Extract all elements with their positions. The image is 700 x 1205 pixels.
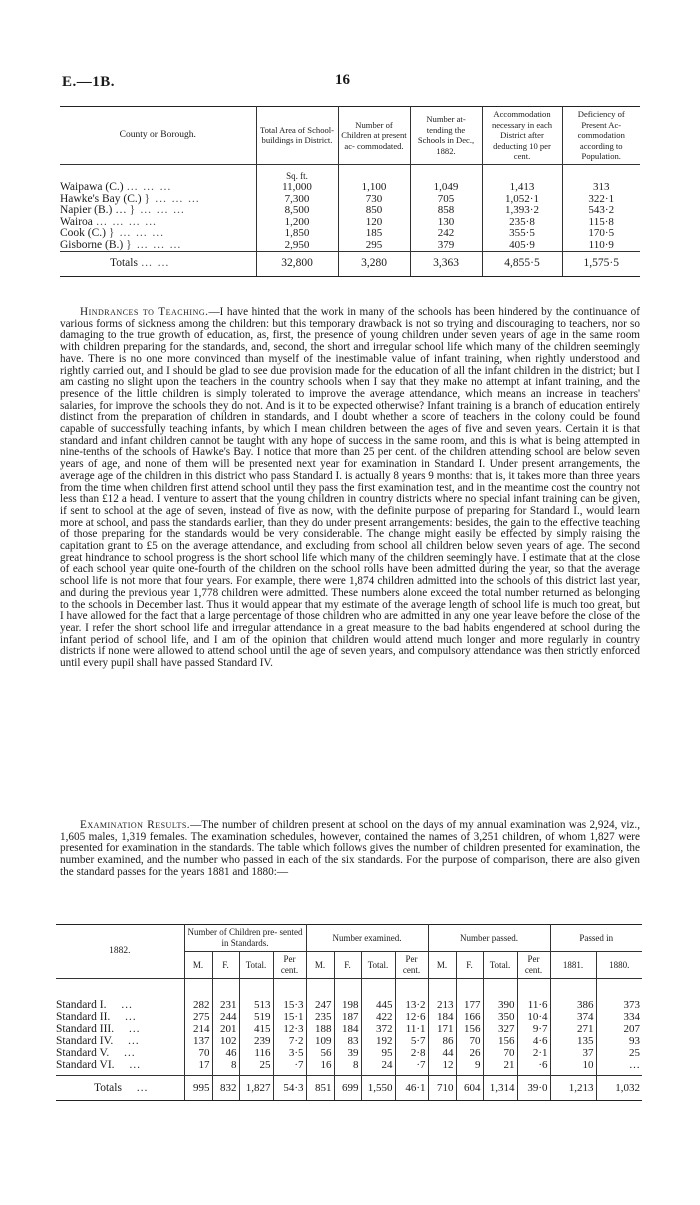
group-header-passed: Number passed. bbox=[428, 925, 550, 952]
col-header-area: Total Area of School-buildings in District. bbox=[256, 107, 338, 165]
row-name: Napier (B.) … bbox=[60, 204, 127, 216]
row-name: Standard I. bbox=[56, 999, 107, 1011]
paragraph-body: —I have hinted that the work in many of the schools has been hindered by the continuance of various forms of sickness among the children: but this temporary drawback is not so trying and discouraging to teachers, nor so damaging to the true growth of education, as, first, the presence of young children under seven years of age in the same room with children preparing for the standards, and, second, the short and irregular school life which many of the children seemingly have. There is no one more convinced than myself of the inestimable value of infant training, when rightly understood and rightly carried out, and I should be glad to see due provision made for the education of all the infant children in the district; but I am casting no slight upon the teachers in the country schools when I say that they make no attempt at infant training, and the presence of the little children is simply tolerated to improve the average attendance, which means an increase in teachers' salaries, for improve the schools they do not. And is it to be expected otherwise? Infant training is a branch of education entirely distinct from the preparation of children in standards, and I doubt whether a score of teachers in the colony could be found capable of successfully teaching infants, by which I mean children between the ages of five and seven years. Certain it is that standard and infant children cannot be taught with any hope of success in the same room, and this is what is being attempted in nine-tenths of the schools of Hawke's Bay. I notice that more than 25 per cent. of the children attending school are below seven years of age, and none of them will be presented next year for examination in Standard I. Under present arrangements, the average age of the children in this district who pass Standard I. is actually 8 years 9 months: that is, it takes more than three years from the time when children first attend school until they pass the first examination test, and in the meantime cost the country not less than £12 a head. I venture to assert that the young children in country districts where no special infant training can be given, if sent to school at the age of seven, instead of five as now, with the definite purpose of preparing for Standard I., would learn more at school, and pass the standards earlier, than they do under present arrangements: besides, the gain to the effective teaching of those preparing for the standards would be very considerable. The change might easily be effected by simply raising the capitation grant to £5 on the average attendance, and excluding from school all children below seven years of age. The second great hindrance to school progress is the short school life which many of the children seemingly have. I estimate that at the close of each school year quite one-fourth of the children on the school rolls have been admitted during the year, so that the average school life is not more that four years. For example, there were 1,874 children admitted into the schools of this district last year, and during the previous year 1,778 children were admitted. These numbers alone exceed the total number returned as belonging to the schools in December last. Thus it would appear that my estimate of the average length of school life is much too great, but I have allowed for the fact that a large percentage of those children who are admitted in any one year leave before the close of the year. I refer the short school life and irregular attendance in a great measure to the bad habits engendered at school during the infant period of school life, and I am of the opinion that children would attend much longer and more regularly in country districts if none were allowed to attend school until the age of seven years, and compulsory attendance was then strictly enforced until every pupil shall have passed Standard IV. bbox=[60, 306, 640, 670]
col-header-name: County or Borough. bbox=[119, 130, 196, 140]
table-row: Standard IV. … 137 102 239 7·2 109 83 192 5·7 86 70 156 4·6 135 93 bbox=[56, 1035, 640, 1047]
sub-header-1880: 1880. bbox=[596, 952, 642, 979]
sub-header-m: M. bbox=[184, 952, 212, 979]
col-header-attending: Number at- tending the Schools in Dec., 1882. bbox=[410, 107, 482, 165]
row-name: Standard III. bbox=[56, 1023, 115, 1035]
row-name: Cook (C.) bbox=[60, 227, 106, 239]
table-row: Standard V. … 70 46 116 3·5 56 39 95 2·8 44 26 70 2·1 37 25 bbox=[56, 1047, 640, 1059]
col-header-children: Number of Children at present ac- commodated. bbox=[338, 107, 410, 165]
col-header-accommodation: Accommodation necessary in each District after deducting 10 per cent. bbox=[482, 107, 562, 165]
table-row: Cook (C.) } … … … 1,850 185 242 355·5 170·5 bbox=[60, 228, 640, 240]
table-row: Napier (B.) … } … … … 8,500 850 858 1,393·2 543·2 bbox=[60, 205, 640, 217]
row-name: Standard IV. bbox=[56, 1035, 114, 1047]
sub-header-percent: Per cent. bbox=[273, 952, 306, 979]
year-header: 1882. bbox=[109, 946, 131, 956]
row-name: Standard VI. bbox=[56, 1059, 115, 1071]
sub-header-m: M. bbox=[428, 952, 456, 979]
hindrances-paragraph bbox=[60, 307, 640, 670]
totals-row: Totals … 995 832 1,827 54·3 851 699 1,550 46·1 710 604 1,314 39·0 1,213 1,032 bbox=[56, 1076, 642, 1101]
group-header-examined: Number examined. bbox=[306, 925, 428, 952]
sub-header-f: F. bbox=[334, 952, 361, 979]
table-row: Gisborne (B.) } … … … 2,950 295 379 405·9 110·9 bbox=[60, 240, 640, 252]
row-name: Standard V. bbox=[56, 1047, 110, 1059]
table-row: Waipawa (C.) … … … 11,000 1,100 1,049 1,413 313 bbox=[60, 182, 640, 194]
paragraph-heading: Examination Results. bbox=[80, 819, 191, 831]
row-name: Hawke's Bay (C.) bbox=[60, 192, 142, 205]
table-row: Standard III. … 214 201 415 12·3 188 184 372 11·1 171 156 327 9·7 271 207 bbox=[56, 1023, 640, 1035]
examination-results-paragraph bbox=[60, 820, 640, 879]
sub-header-percent: Per cent. bbox=[517, 952, 550, 979]
sub-header-f: F. bbox=[456, 952, 483, 979]
sub-header-m: M. bbox=[306, 952, 334, 979]
row-name: Gisborne (B.) bbox=[60, 238, 124, 251]
sub-header-percent: Per cent. bbox=[395, 952, 428, 979]
totals-row: Totals … … 32,800 3,280 3,363 4,855·5 1,575·5 bbox=[60, 252, 640, 277]
examination-results-table bbox=[56, 924, 642, 1101]
group-header-passed-in: Passed in bbox=[550, 925, 642, 952]
table-row: Standard I. … 282 231 513 15·3 247 198 445 13·2 213 177 390 11·6 386 373 bbox=[56, 999, 640, 1011]
row-name: Standard II. bbox=[56, 1011, 111, 1023]
col-header-deficiency: Deficiency of Present Ac- commodation according to Population. bbox=[562, 107, 640, 165]
table-row: Standard VI. … 17 8 25 ·7 16 8 24 ·7 12 9 21 ·6 10 … bbox=[56, 1059, 642, 1076]
row-name: Wairoa bbox=[60, 215, 93, 228]
document-reference: E.—1B. bbox=[62, 74, 116, 90]
accommodation-table bbox=[60, 106, 640, 277]
page-number: 16 bbox=[335, 72, 350, 88]
sub-header-total: Total. bbox=[483, 952, 517, 979]
sub-header-1881: 1881. bbox=[550, 952, 596, 979]
sub-header-total: Total. bbox=[361, 952, 395, 979]
paragraph-heading: Hindrances to Teaching. bbox=[80, 306, 209, 318]
area-unit: Sq. ft. bbox=[256, 164, 338, 182]
group-header-presented: Number of Children pre- sented in Standards. bbox=[184, 925, 306, 952]
sub-header-f: F. bbox=[212, 952, 239, 979]
row-name: Waipawa (C.) bbox=[60, 181, 124, 193]
sub-header-total: Total. bbox=[239, 952, 273, 979]
table-row: Standard II. … 275 244 519 15·1 235 187 422 12·6 184 166 350 10·4 374 334 bbox=[56, 1011, 640, 1023]
paragraph-body: —The number of children present at school on the days of my annual examination was 2,924, viz., 1,605 males, 1,319 females. The examination schedules, however, contained the names of 3,251 children, of whom 1,827 were presented for examination in the standards. The table which follows gives the number of children presented for examination, the number examined, and the number who passed in each of the six standards. For the purpose of comparison, there are also given the standard passes for the years 1881 and 1880:— bbox=[60, 819, 640, 878]
table-row: Wairoa … … … … 1,200 120 130 235·8 115·8 bbox=[60, 217, 640, 229]
table-row: Hawke's Bay (C.) } … … … 7,300 730 705 1,052·1 322·1 bbox=[60, 194, 640, 206]
